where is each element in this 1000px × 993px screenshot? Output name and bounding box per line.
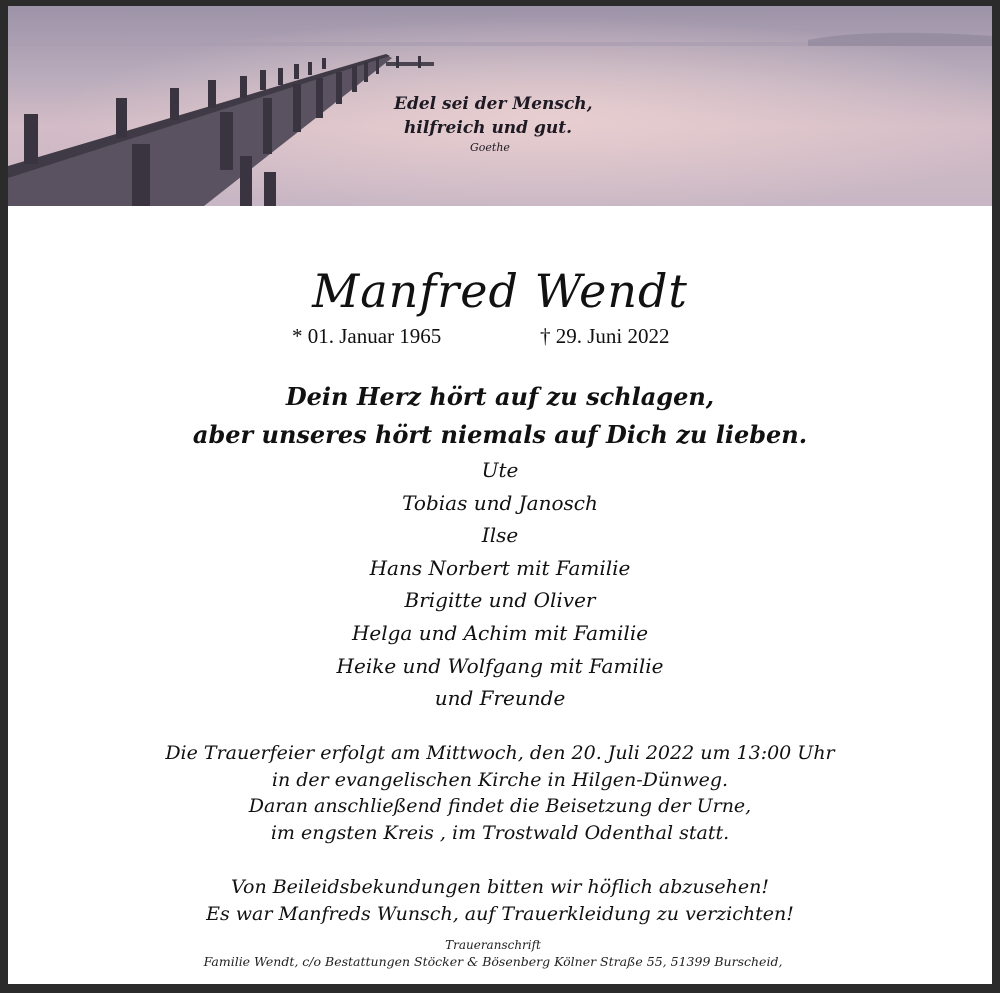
notice-line: Von Beileidsbekundungen bitten wir höflich abzusehen! (231, 876, 769, 898)
mourner: Brigitte und Oliver (404, 588, 596, 613)
funeral-line: Daran anschließend findet die Beisetzung der Urne, (248, 795, 752, 817)
deceased-name: Manfred Wendt (312, 264, 688, 318)
mourner: und Freunde (434, 686, 566, 711)
birth-date: * 01. Januar 1965 (292, 324, 442, 348)
header-photo (8, 6, 992, 206)
mourner: Heike und Wolfgang mit Familie (336, 653, 664, 678)
mourner: Helga und Achim mit Familie (351, 620, 649, 645)
quote-line-2: hilfreich und gut. (404, 118, 572, 138)
mourners-list (8, 454, 992, 715)
motto (8, 378, 992, 454)
quote-author: Goethe (470, 141, 510, 154)
condolence-notice (8, 874, 992, 928)
funeral-line: Die Trauerfeier erfolgt am Mittwoch, den 20. Juli 2022 um 13:00 Uhr (165, 742, 835, 764)
mourner: Tobias und Janosch (402, 490, 598, 515)
notice-line: Es war Manfreds Wunsch, auf Trauerkleidung zu verzichten! (206, 903, 794, 925)
mourner: Ilse (481, 523, 519, 548)
quote-line-1: Edel sei der Mensch, (394, 94, 593, 114)
mourner: Ute (481, 458, 519, 482)
funeral-line: in der evangelischen Kirche in Hilgen-Dünweg. (271, 768, 729, 791)
address-label: Traueranschrift (445, 938, 541, 952)
funeral-details (8, 740, 992, 846)
motto-line: aber unseres hört niemals auf Dich zu lieben. (192, 420, 808, 449)
death-date: † 29. Juni 2022 (540, 324, 670, 348)
mourner: Hans Norbert mit Familie (369, 555, 631, 580)
mourning-address: Familie Wendt, c/o Bestattungen Stöcker & Bösenberg Kölner Straße 55, 51399 Burscheid, (203, 954, 783, 969)
goethe-quote (394, 92, 604, 155)
funeral-line: im engsten Kreis , im Trostwald Odenthal statt. (270, 821, 730, 844)
motto-line: Dein Herz hört auf zu schlagen, (285, 382, 715, 411)
